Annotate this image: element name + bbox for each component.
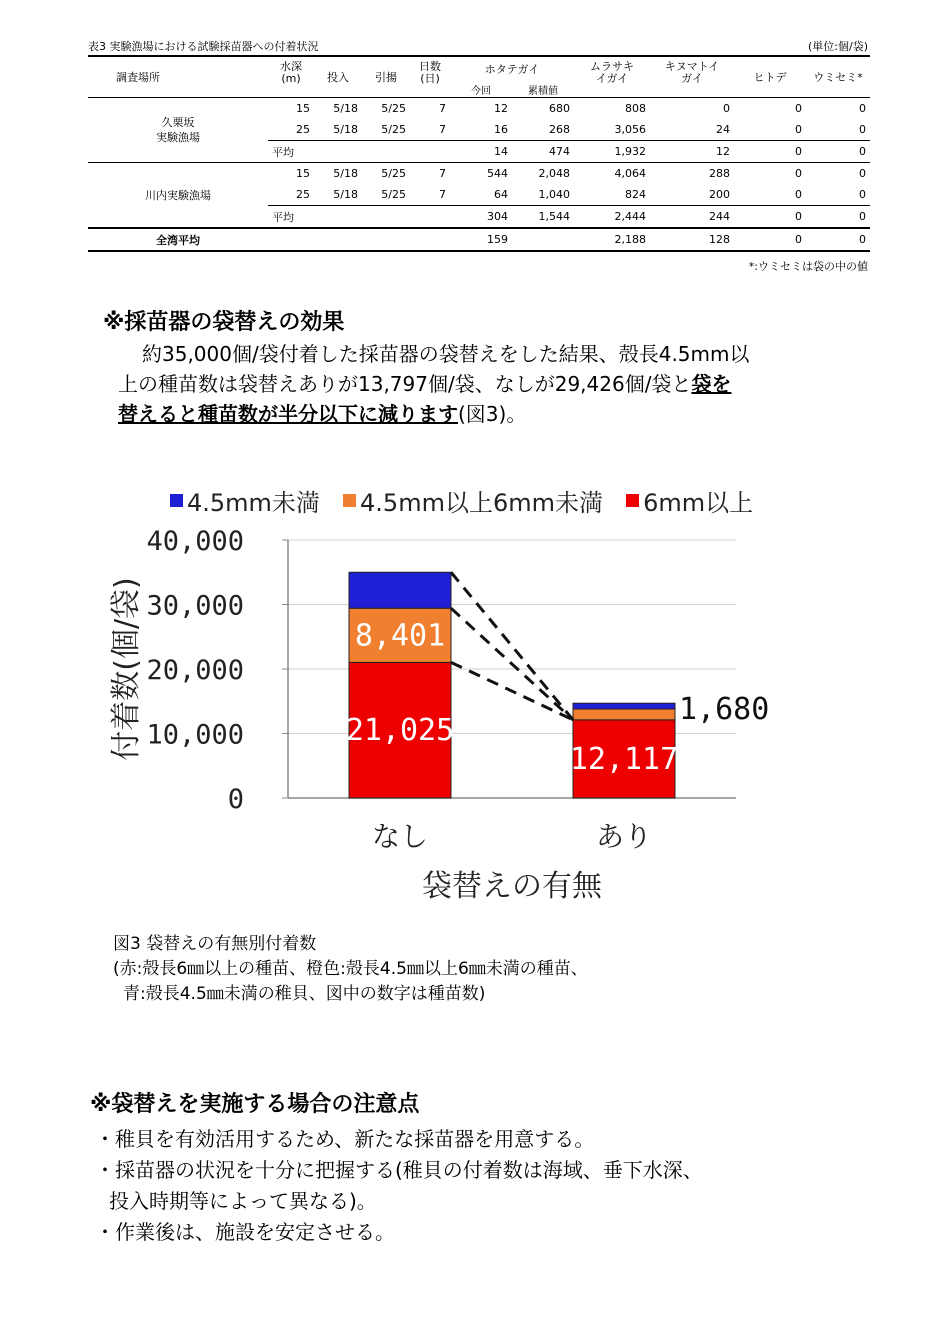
list-item: ・採苗器の状況を十分に把握する(稚貝の付着数は海域、垂下水深、: [95, 1158, 703, 1182]
y-tick-label: 0: [227, 784, 244, 815]
header-mussel: ムラサキ イガイ: [590, 60, 634, 85]
table-header-row: [88, 56, 870, 82]
x-tick-label: あり: [595, 820, 653, 853]
bar-chart: [100, 520, 800, 920]
table-row: 25 5/18 5/25 7 64 1,040 824 200 0 0: [296, 188, 866, 201]
legend-item: 4.5mm未満: [170, 483, 320, 518]
legend-swatch-blue: [170, 494, 183, 507]
header-scallop-now: 今回: [471, 86, 491, 97]
section1-paragraph: 約35,000個/袋付着した採苗器の袋替えをした結果、殻長4.5mm以 上の種苗数は袋替えありが13,797個/袋、なしが29,426個/袋と袋を 替えると種苗数が半分以下に減ります(図3)。: [118, 342, 750, 426]
table-row: 25 5/18 5/25 7 16 268 3,056 24 0 0: [296, 123, 866, 136]
attachment-table: [88, 55, 870, 252]
y-tick-label: 40,000: [146, 526, 244, 557]
site-kurisaka: 久栗坂 実験漁場: [156, 116, 200, 144]
data-label: 1,680: [679, 692, 770, 728]
data-label: 12,117: [569, 741, 679, 777]
table-caption: 表3 実験漁場における試験採苗器への付着状況: [88, 40, 319, 53]
connector-line: [451, 662, 573, 719]
list-item: ・稚貝を有効活用するため、新たな採苗器を用意する。: [95, 1127, 595, 1151]
section2-heading: ※袋替えを実施する場合の注意点: [90, 1092, 420, 1117]
bar-segment: [349, 572, 451, 608]
figure-caption: 図3 袋替えの有無別付着数 (赤:殻長6㎜以上の種苗、橙色:殻長4.5㎜以上6㎜未満の種苗、 青:殻長4.5㎜未満の稚貝、図中の数字は種苗数): [113, 934, 588, 1004]
bar-segment: [573, 703, 675, 709]
table-footnote: *:ウミセミは袋の中の値: [748, 260, 868, 273]
header-in: 投入: [327, 71, 349, 84]
x-axis-title: 袋替えの有無: [422, 869, 602, 904]
notes-list: [95, 1124, 895, 1248]
y-tick-label: 20,000: [146, 655, 244, 686]
x-tick-label: なし: [371, 820, 429, 853]
legend-swatch-red: [626, 494, 639, 507]
table-row: 川内実験漁場 15 5/18 5/25 7 544 2,048 4,064 288 0 0: [88, 163, 870, 185]
table-unit: (単位:個/袋): [808, 40, 868, 53]
header-kinu: キヌマトイ ガイ: [664, 60, 720, 85]
site-kawauchi: 川内実験漁場: [145, 189, 211, 202]
legend-item: 6mm以上: [626, 483, 753, 518]
bar-segment: [573, 709, 675, 720]
table-avg-row: 平均 14 474 1,932 12 0 0: [88, 141, 870, 163]
section1-heading: ※採苗器の袋替えの効果: [103, 310, 345, 335]
table-avg-row: 平均 304 1,544 2,444 244 0 0: [88, 206, 870, 229]
header-out: 引揚: [375, 71, 397, 84]
header-scallop-cum: 累積値: [528, 86, 558, 97]
y-tick-label: 30,000: [146, 590, 244, 622]
y-tick-label: 10,000: [146, 719, 244, 751]
y-axis-title: 付着数(個/袋): [109, 577, 144, 761]
list-item: 投入時期等によって異なる)。: [109, 1189, 377, 1213]
connector-line: [451, 572, 573, 720]
data-label: 21,025: [345, 713, 455, 749]
table-total-row: 全湾平均 159 2,188 128 0 0: [88, 228, 870, 251]
header-scallop: ホタテガイ: [484, 63, 540, 76]
legend-item: 4.5mm以上6mm未満: [343, 483, 603, 518]
header-days: 日数 (日): [419, 60, 441, 85]
data-label: 8,401: [354, 618, 446, 654]
connector-line: [451, 608, 573, 720]
header-site: 調査場所: [116, 71, 160, 84]
header-squirt: ウミセミ*: [813, 71, 863, 84]
legend-swatch-orange: [343, 494, 356, 507]
header-depth: 水深 (m): [280, 60, 302, 85]
list-item: ・作業後は、施設を安定させる。: [95, 1220, 395, 1244]
chart-legend: [170, 483, 771, 518]
table-row: 久栗坂 実験漁場 15 5/18 5/25 7 12 680 808 0 0 0: [88, 98, 870, 120]
header-starfish: ヒトデ: [753, 71, 787, 84]
